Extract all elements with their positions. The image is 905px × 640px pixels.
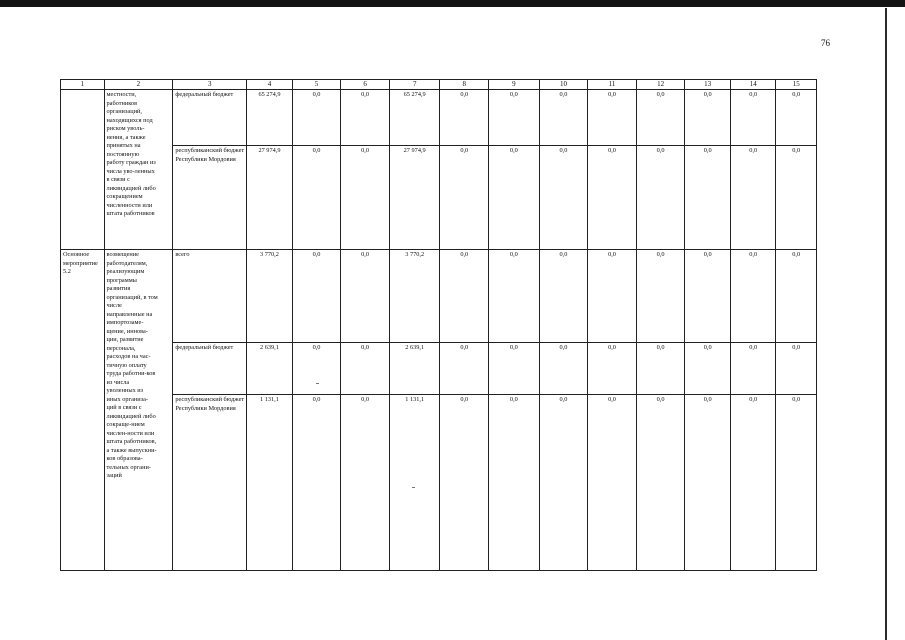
budget-table bbox=[60, 79, 817, 571]
value-cell: 0,0 bbox=[685, 146, 731, 250]
value-cell: 0,0 bbox=[730, 395, 776, 571]
value-cell: 0,0 bbox=[588, 146, 637, 250]
scan-right-border bbox=[885, 8, 887, 640]
value-cell: 0,0 bbox=[776, 146, 817, 250]
column-header: 12 bbox=[636, 80, 685, 90]
value-cell: 0,0 bbox=[292, 146, 341, 250]
value-cell: 0,0 bbox=[685, 395, 731, 571]
value-cell: 0,0 bbox=[636, 343, 685, 395]
value-cell: 27 974,9 bbox=[389, 146, 440, 250]
column-header: 9 bbox=[489, 80, 540, 90]
value-cell: 0,0 bbox=[776, 250, 817, 343]
value-cell: 0,0 bbox=[539, 343, 588, 395]
column-header: 11 bbox=[588, 80, 637, 90]
column-header: 13 bbox=[685, 80, 731, 90]
funding-source-cell: республиканский бюджет Республики Мордовия bbox=[173, 395, 247, 571]
scan-speck bbox=[412, 487, 415, 488]
value-cell: 0,0 bbox=[730, 250, 776, 343]
value-cell: 0,0 bbox=[489, 250, 540, 343]
value-cell: 0,0 bbox=[341, 395, 390, 571]
value-cell: 0,0 bbox=[730, 90, 776, 146]
value-cell: 0,0 bbox=[341, 90, 390, 146]
table-row bbox=[61, 146, 817, 250]
value-cell: 0,0 bbox=[539, 146, 588, 250]
column-header: 14 bbox=[730, 80, 776, 90]
value-cell: 0,0 bbox=[588, 90, 637, 146]
column-header: 2 bbox=[104, 80, 173, 90]
value-cell: 0,0 bbox=[636, 90, 685, 146]
funding-source-cell: федеральный бюджет bbox=[173, 343, 247, 395]
scan-top-border bbox=[0, 0, 905, 7]
value-cell: 0,0 bbox=[730, 146, 776, 250]
value-cell: 0,0 bbox=[292, 343, 341, 395]
value-cell: 0,0 bbox=[440, 343, 489, 395]
column-header-row bbox=[61, 80, 817, 90]
table-row bbox=[61, 343, 817, 395]
value-cell: 0,0 bbox=[292, 90, 341, 146]
value-cell: 1 131,1 bbox=[247, 395, 293, 571]
value-cell: 0,0 bbox=[489, 395, 540, 571]
measure-description-cell: местности, работников организаций, находящихся под риском уволь- нения, а также принятых на постоянную работу граждан из числа уво-ленных в связи с ликвидацией либо сокращением численности или штата работников bbox=[104, 90, 173, 250]
value-cell: 0,0 bbox=[440, 90, 489, 146]
column-header: 1 bbox=[61, 80, 105, 90]
measure-description-cell: возмещение работодателям, реализующим программы развития организаций, в том числе направленные на импортозаме- щение, иннова- ции, развитие персонала, расходов на час- тичную оплату труда работни-ков из числа уволенных из иных организа- ций в связи с ликвидацией либо сокраще-нием числен-ности или штата работников, а также выпускни- ков образова- тельных органи- заций bbox=[104, 250, 173, 571]
column-header: 5 bbox=[292, 80, 341, 90]
value-cell: 0,0 bbox=[588, 250, 637, 343]
value-cell: 2 639,1 bbox=[389, 343, 440, 395]
value-cell: 27 974,9 bbox=[247, 146, 293, 250]
value-cell: 65 274,9 bbox=[389, 90, 440, 146]
value-cell: 0,0 bbox=[341, 343, 390, 395]
funding-source-cell: всего bbox=[173, 250, 247, 343]
value-cell: 0,0 bbox=[292, 250, 341, 343]
value-cell: 0,0 bbox=[440, 395, 489, 571]
value-cell: 0,0 bbox=[539, 90, 588, 146]
measure-code-cell: Основное мероприятие 5.2 bbox=[61, 250, 105, 571]
value-cell: 0,0 bbox=[539, 395, 588, 571]
funding-source-cell: федеральный бюджет bbox=[173, 90, 247, 146]
value-cell: 0,0 bbox=[776, 90, 817, 146]
value-cell: 0,0 bbox=[440, 146, 489, 250]
page-number: 76 bbox=[821, 38, 830, 48]
value-cell: 1 131,1 bbox=[389, 395, 440, 571]
value-cell: 0,0 bbox=[341, 250, 390, 343]
value-cell: 0,0 bbox=[489, 343, 540, 395]
value-cell: 0,0 bbox=[685, 250, 731, 343]
value-cell: 0,0 bbox=[730, 343, 776, 395]
value-cell: 0,0 bbox=[539, 250, 588, 343]
value-cell: 0,0 bbox=[588, 343, 637, 395]
column-header: 10 bbox=[539, 80, 588, 90]
value-cell: 0,0 bbox=[588, 395, 637, 571]
value-cell: 0,0 bbox=[341, 146, 390, 250]
value-cell: 3 770,2 bbox=[247, 250, 293, 343]
funding-source-cell: республиканский бюджет Республики Мордовия bbox=[173, 146, 247, 250]
column-header: 4 bbox=[247, 80, 293, 90]
table-row bbox=[61, 395, 817, 571]
column-header: 15 bbox=[776, 80, 817, 90]
value-cell: 0,0 bbox=[776, 343, 817, 395]
table-row bbox=[61, 250, 817, 343]
column-header: 6 bbox=[341, 80, 390, 90]
value-cell: 0,0 bbox=[685, 90, 731, 146]
value-cell: 0,0 bbox=[776, 395, 817, 571]
value-cell: 0,0 bbox=[440, 250, 489, 343]
column-header: 3 bbox=[173, 80, 247, 90]
value-cell: 0,0 bbox=[292, 395, 341, 571]
value-cell: 2 639,1 bbox=[247, 343, 293, 395]
table-row bbox=[61, 90, 817, 146]
value-cell: 0,0 bbox=[636, 146, 685, 250]
value-cell: 3 770,2 bbox=[389, 250, 440, 343]
column-header: 8 bbox=[440, 80, 489, 90]
value-cell: 0,0 bbox=[685, 343, 731, 395]
column-header: 7 bbox=[389, 80, 440, 90]
value-cell: 65 274,9 bbox=[247, 90, 293, 146]
scan-speck bbox=[316, 383, 319, 384]
value-cell: 0,0 bbox=[636, 250, 685, 343]
value-cell: 0,0 bbox=[489, 146, 540, 250]
value-cell: 0,0 bbox=[489, 90, 540, 146]
measure-code-cell bbox=[61, 90, 105, 250]
value-cell: 0,0 bbox=[636, 395, 685, 571]
